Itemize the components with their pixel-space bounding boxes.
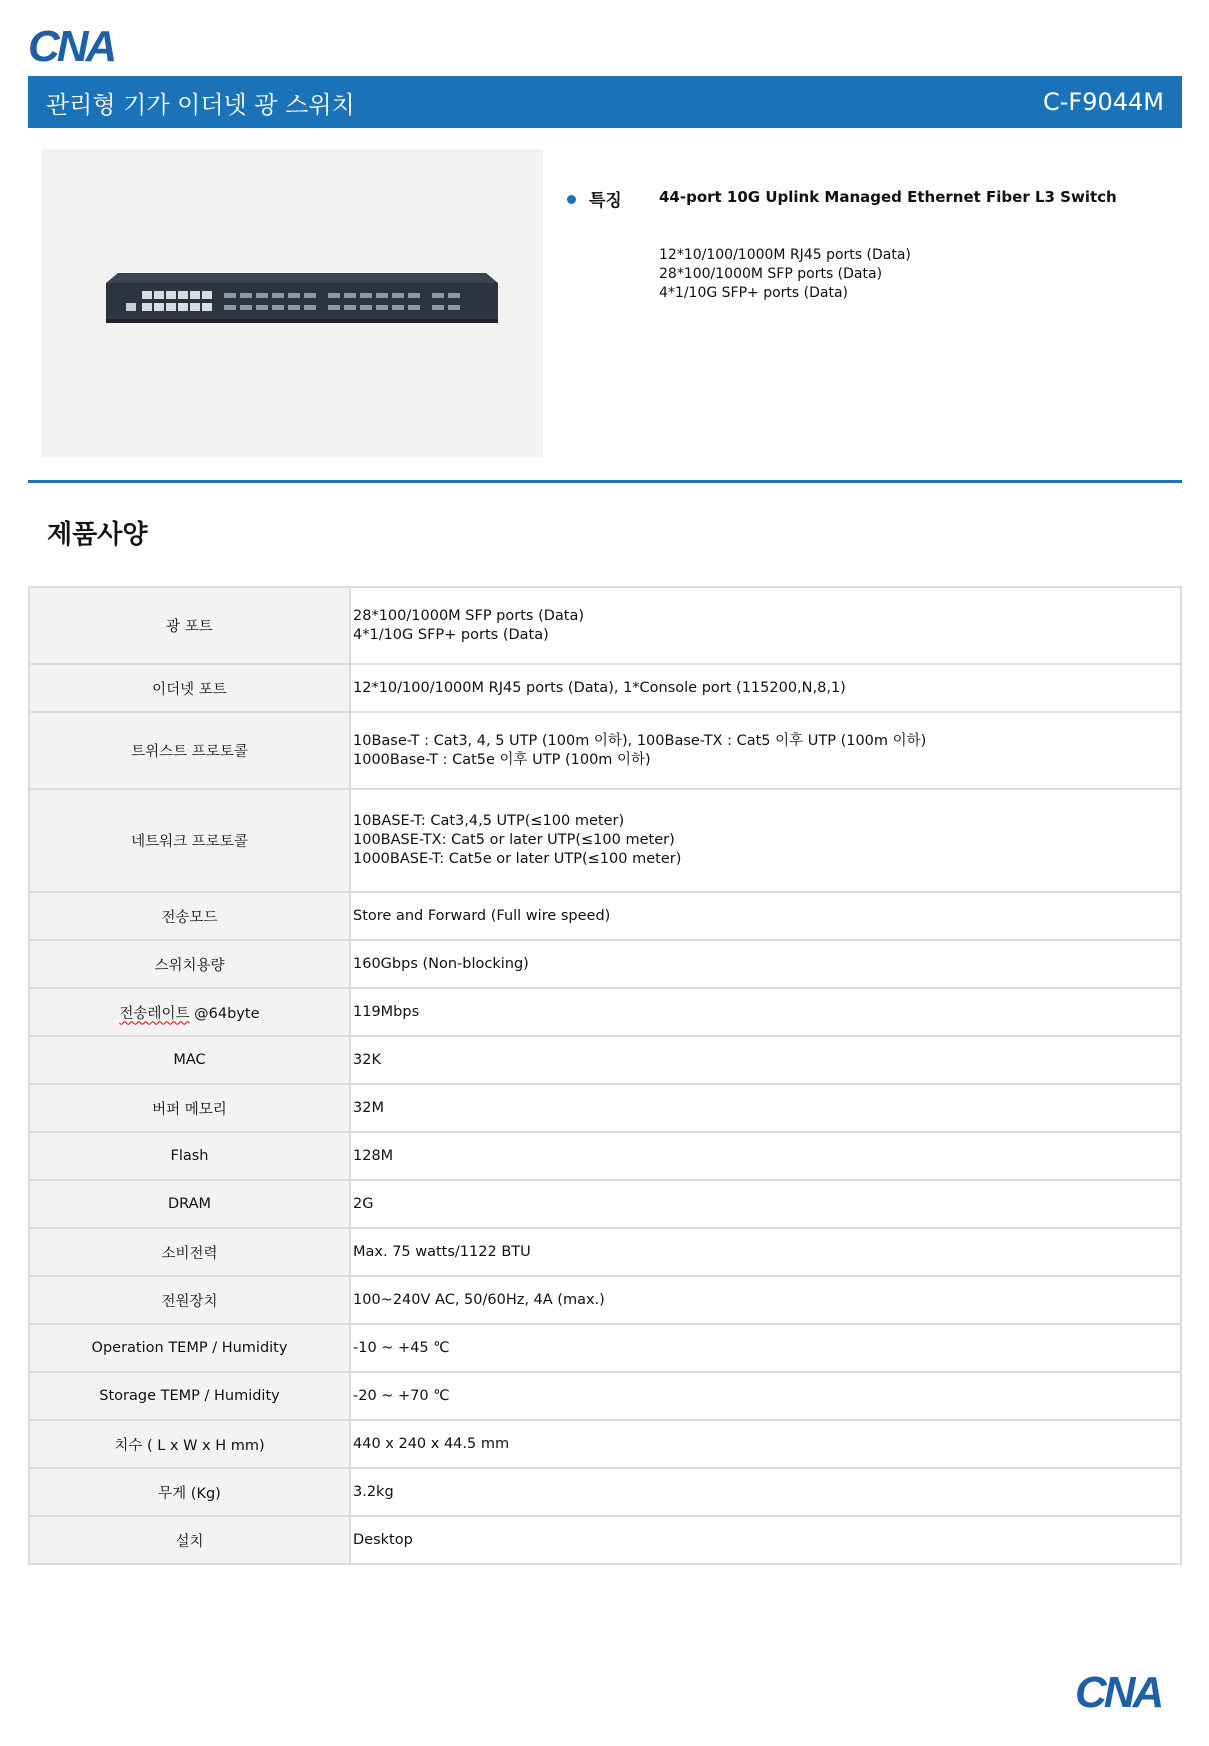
spec-value: Max. 75 watts/1122 BTU (350, 1228, 1181, 1276)
spec-row (29, 587, 1181, 664)
feature-headline: 44-port 10G Uplink Managed Ethernet Fiber L3 Switch (659, 188, 1117, 206)
spec-key-part: @64byte (189, 1005, 260, 1022)
product-photo (42, 149, 543, 457)
spec-value: 100~240V AC, 50/60Hz, 4A (max.) (350, 1276, 1181, 1324)
spec-row (29, 1084, 1181, 1132)
spec-value: 12*10/100/1000M RJ45 ports (Data), 1*Console port (115200,N,8,1) (350, 664, 1181, 712)
feature-line: 4*1/10G SFP+ ports (Data) (659, 285, 848, 301)
spec-row (29, 1372, 1181, 1420)
section-title: 제품사양 (47, 520, 148, 550)
spec-key: 전송모드 (29, 892, 350, 940)
spec-value: 2G (350, 1180, 1181, 1228)
spec-row (29, 1324, 1181, 1372)
spec-value: 128M (350, 1132, 1181, 1180)
spec-key: 트위스트 프로토콜 (29, 712, 350, 789)
spec-row (29, 1276, 1181, 1324)
spec-key: 설치 (29, 1516, 350, 1564)
spec-value: 10BASE-T: Cat3,4,5 UTP(≤100 meter) 100BASE-TX: Cat5 or later UTP(≤100 meter) 1000BASE-T: Cat5e or later UTP(≤100 meter) (350, 789, 1181, 892)
spec-key: Flash (29, 1132, 350, 1180)
spec-row (29, 1228, 1181, 1276)
spec-value: -10 ~ +45 ℃ (350, 1324, 1181, 1372)
spec-key: Operation TEMP / Humidity (29, 1324, 350, 1372)
brand-logo-footer: CNA (1075, 1668, 1162, 1717)
switch-device-image (102, 269, 502, 325)
feature-line: 28*100/1000M SFP ports (Data) (659, 266, 883, 282)
spec-row (29, 712, 1181, 789)
spec-value: 28*100/1000M SFP ports (Data) 4*1/10G SFP+ ports (Data) (350, 587, 1181, 664)
spec-value: 440 x 240 x 44.5 mm (350, 1420, 1181, 1468)
spec-key: DRAM (29, 1180, 350, 1228)
spec-value: 3.2kg (350, 1468, 1181, 1516)
spec-key: 광 포트 (29, 587, 350, 664)
spec-row (29, 1132, 1181, 1180)
spec-table (28, 586, 1182, 1565)
product-title: 관리형 기가 이더넷 광 스위치 (46, 90, 355, 119)
spec-value: 32K (350, 1036, 1181, 1084)
spec-value: 160Gbps (Non-blocking) (350, 940, 1181, 988)
brand-logo: CNA (28, 22, 115, 71)
feature-label: 특징 (589, 191, 622, 211)
section-divider (28, 480, 1182, 483)
spec-row (29, 664, 1181, 712)
spec-key: 스위치용량 (29, 940, 350, 988)
spec-row (29, 1420, 1181, 1468)
spec-key: MAC (29, 1036, 350, 1084)
spec-value: -20 ~ +70 ℃ (350, 1372, 1181, 1420)
product-title-bar (28, 76, 1182, 128)
spec-key: 무게 (Kg) (29, 1468, 350, 1516)
spec-key: 치수 ( L x W x H mm) (29, 1420, 350, 1468)
spec-key: Storage TEMP / Humidity (29, 1372, 350, 1420)
spec-key: 전원장치 (29, 1276, 350, 1324)
spec-value: Store and Forward (Full wire speed) (350, 892, 1181, 940)
spec-row (29, 1036, 1181, 1084)
feature-lines (659, 246, 911, 303)
spec-row (29, 940, 1181, 988)
spec-row (29, 789, 1181, 892)
model-number: C-F9044M (1042, 88, 1164, 116)
spec-key: 네트워크 프로토콜 (29, 789, 350, 892)
spec-row (29, 1468, 1181, 1516)
spec-key: 이더넷 포트 (29, 664, 350, 712)
spec-key-part: 전송레이트 (119, 1005, 190, 1022)
spec-key (29, 988, 350, 1036)
feature-line: 12*10/100/1000M RJ45 ports (Data) (659, 247, 911, 263)
spec-value: 32M (350, 1084, 1181, 1132)
bullet-icon (567, 195, 576, 204)
spec-row (29, 1516, 1181, 1564)
spec-value: 119Mbps (350, 988, 1181, 1036)
spec-key: 버퍼 메모리 (29, 1084, 350, 1132)
spec-row (29, 1180, 1181, 1228)
spec-value: 10Base-T : Cat3, 4, 5 UTP (100m 이하), 100Base-TX : Cat5 이후 UTP (100m 이하) 1000Base-T : Cat5e 이후 UTP (100m 이하) (350, 712, 1181, 789)
spec-row (29, 892, 1181, 940)
spec-key: 소비전력 (29, 1228, 350, 1276)
spec-value: Desktop (350, 1516, 1181, 1564)
spec-row (29, 988, 1181, 1036)
